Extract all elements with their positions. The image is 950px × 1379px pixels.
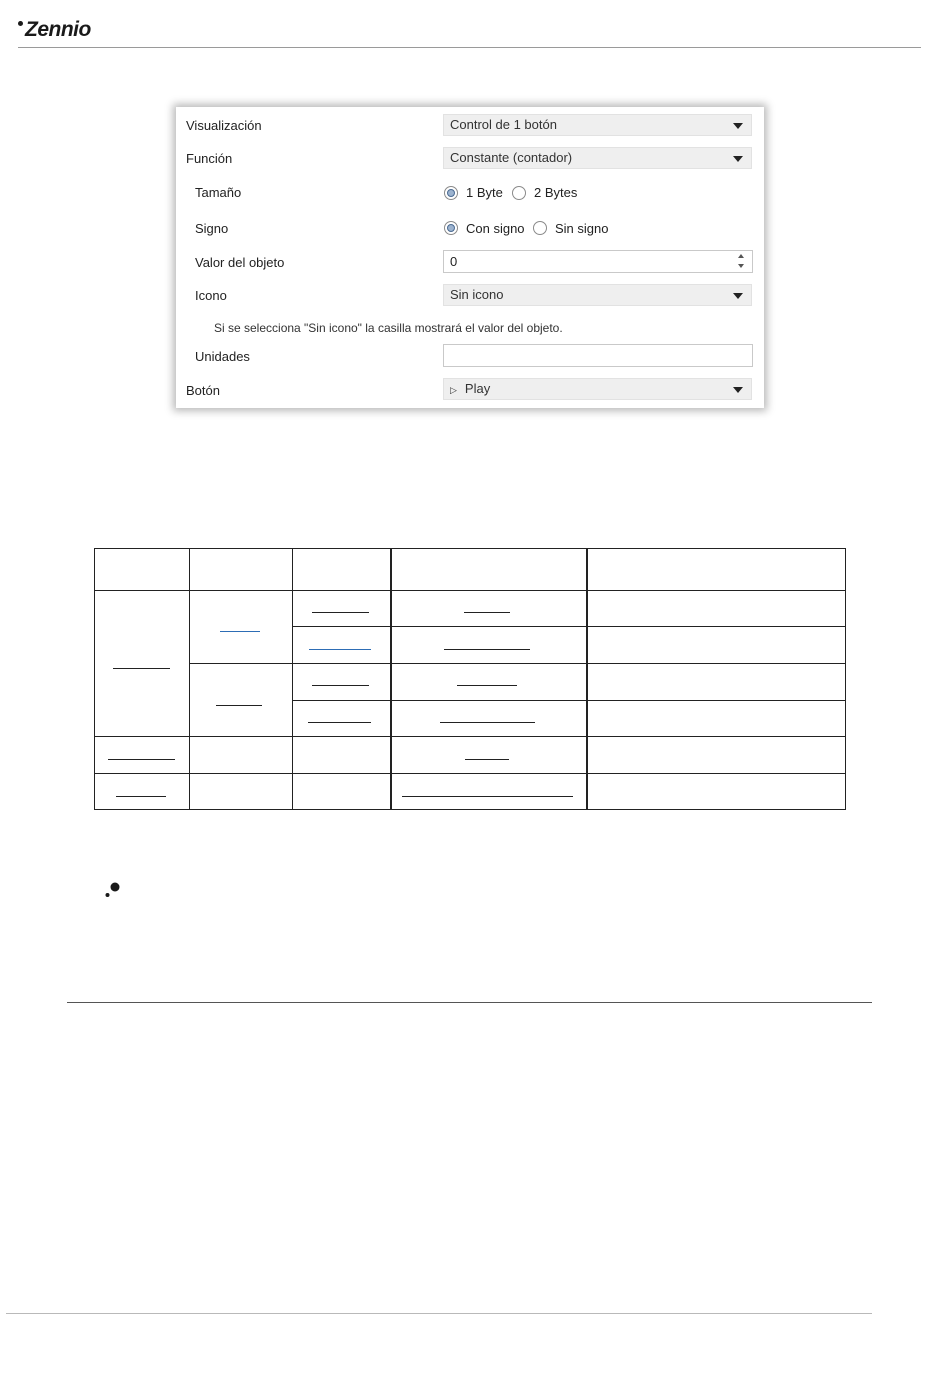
- table-link-underline[interactable]: [444, 649, 530, 650]
- table-cell: [94, 773, 190, 810]
- bullet-icon: [105, 882, 121, 900]
- icono-note: Si se selecciona "Sin icono" la casilla mostrará el valor del objeto.: [214, 321, 563, 335]
- table-cell: [586, 663, 846, 701]
- chevron-down-icon: [733, 387, 743, 393]
- icono-value: Sin icono: [450, 287, 504, 302]
- signo-label: Signo: [195, 221, 229, 236]
- options-table: [94, 548, 846, 810]
- table-cell: [292, 663, 392, 701]
- table-cell: [390, 626, 588, 664]
- header-divider: [18, 47, 921, 48]
- icono-select[interactable]: [443, 284, 752, 306]
- table-link-underline[interactable]: [309, 649, 371, 650]
- tamano-radio-1byte[interactable]: [444, 186, 458, 200]
- chevron-down-icon: [733, 156, 743, 162]
- unidades-label: Unidades: [195, 349, 250, 364]
- table-link-underline[interactable]: [312, 612, 369, 613]
- table-cell: [292, 590, 392, 627]
- tamano-option-2bytes: 2 Bytes: [534, 185, 578, 200]
- table-link-underline[interactable]: [402, 796, 573, 797]
- spin-up-icon[interactable]: [738, 254, 744, 258]
- visualizacion-select[interactable]: [443, 114, 752, 136]
- visualizacion-value: Control de 1 botón: [450, 117, 557, 132]
- table-cell: [189, 773, 293, 810]
- zennio-logo: Zennio: [18, 18, 91, 42]
- table-cell: [189, 590, 293, 664]
- signo-radio-sin[interactable]: [533, 221, 547, 235]
- table-cell: [292, 700, 392, 737]
- table-cell: [94, 736, 190, 774]
- table-cell: [94, 590, 190, 737]
- table-cell: [586, 700, 846, 737]
- table-cell: [390, 590, 588, 627]
- valor-value: 0: [450, 254, 458, 269]
- valor-stepper[interactable]: [443, 250, 753, 273]
- table-cell: [292, 626, 392, 664]
- spin-down-icon[interactable]: [738, 264, 744, 268]
- table-cell: [189, 663, 293, 737]
- table-link-underline[interactable]: [116, 796, 166, 797]
- footer-divider: [6, 1313, 872, 1314]
- table-link-underline[interactable]: [220, 631, 260, 632]
- table-header-cell: [586, 548, 846, 591]
- funcion-select[interactable]: [443, 147, 752, 169]
- section-divider: [67, 1002, 872, 1003]
- table-link-underline[interactable]: [440, 722, 535, 723]
- table-header-cell: [189, 548, 293, 591]
- boton-value: Play: [464, 381, 491, 396]
- table-cell: [586, 590, 846, 627]
- visualizacion-label: Visualización: [186, 118, 262, 133]
- table-cell: [390, 700, 588, 737]
- table-cell: [292, 773, 392, 810]
- table-cell: [390, 663, 588, 701]
- table-link-underline[interactable]: [465, 759, 509, 760]
- icono-label: Icono: [195, 288, 227, 303]
- table-cell: [292, 736, 392, 774]
- tamano-radio-2bytes[interactable]: [512, 186, 526, 200]
- signo-option-sin: Sin signo: [555, 221, 609, 236]
- funcion-value: Constante (contador): [450, 150, 573, 165]
- table-link-underline[interactable]: [216, 705, 262, 706]
- table-link-underline[interactable]: [457, 685, 517, 686]
- unidades-field[interactable]: [443, 344, 753, 367]
- valor-label: Valor del objeto: [195, 255, 285, 270]
- chevron-down-icon: [733, 123, 743, 129]
- funcion-label: Función: [186, 151, 233, 166]
- table-cell: [390, 736, 588, 774]
- table-cell: [390, 773, 588, 810]
- table-cell: [586, 773, 846, 810]
- boton-select[interactable]: [443, 378, 752, 400]
- table-link-underline[interactable]: [108, 759, 175, 760]
- parameter-panel: [176, 107, 764, 408]
- table-link-underline[interactable]: [464, 612, 510, 613]
- table-cell: [586, 626, 846, 664]
- table-link-underline[interactable]: [308, 722, 371, 723]
- play-icon: ▷: [450, 385, 457, 395]
- table-cell: [189, 736, 293, 774]
- table-link-underline[interactable]: [312, 685, 369, 686]
- signo-radio-con[interactable]: [444, 221, 458, 235]
- table-cell: [586, 736, 846, 774]
- chevron-down-icon: [733, 293, 743, 299]
- table-header-cell: [292, 548, 392, 591]
- table-link-underline[interactable]: [113, 668, 170, 669]
- tamano-label: Tamaño: [195, 185, 242, 200]
- tamano-option-1byte: 1 Byte: [466, 185, 503, 200]
- table-header-cell: [94, 548, 190, 591]
- table-header-cell: [390, 548, 588, 591]
- signo-option-con: Con signo: [466, 221, 525, 236]
- boton-label: Botón: [186, 383, 220, 398]
